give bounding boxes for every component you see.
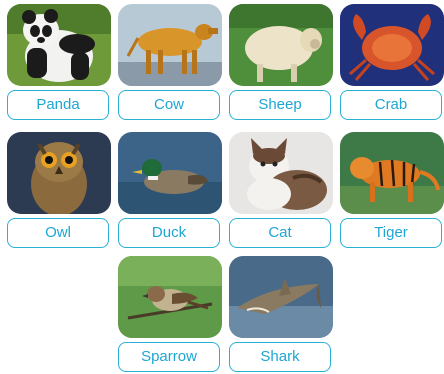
animal-label-sheep[interactable]: Sheep bbox=[229, 90, 331, 120]
animal-card-panda[interactable] bbox=[7, 4, 111, 120]
cow-photo[interactable] bbox=[118, 4, 222, 86]
animal-label-panda[interactable]: Panda bbox=[7, 90, 109, 120]
shark-photo[interactable] bbox=[229, 256, 333, 338]
animal-card-cat[interactable] bbox=[229, 132, 333, 248]
duck-photo[interactable] bbox=[118, 132, 222, 214]
sheep-photo[interactable] bbox=[229, 4, 333, 86]
animal-label-sparrow[interactable]: Sparrow bbox=[118, 342, 220, 372]
animal-card-sparrow[interactable] bbox=[118, 256, 222, 372]
animal-label-shark[interactable]: Shark bbox=[229, 342, 331, 372]
animal-card-sheep[interactable] bbox=[229, 4, 333, 120]
cat-photo[interactable] bbox=[229, 132, 333, 214]
tiger-photo[interactable] bbox=[340, 132, 444, 214]
panda-photo[interactable] bbox=[7, 4, 111, 86]
animal-label-cow[interactable]: Cow bbox=[118, 90, 220, 120]
animal-card-cow[interactable] bbox=[118, 4, 222, 120]
animal-label-crab[interactable]: Crab bbox=[340, 90, 442, 120]
animal-card-duck[interactable] bbox=[118, 132, 222, 248]
sparrow-photo[interactable] bbox=[118, 256, 222, 338]
crab-photo[interactable] bbox=[340, 4, 444, 86]
animal-card-owl[interactable] bbox=[7, 132, 111, 248]
animal-card-shark[interactable] bbox=[229, 256, 333, 372]
animal-label-owl[interactable]: Owl bbox=[7, 218, 109, 248]
animal-label-tiger[interactable]: Tiger bbox=[340, 218, 442, 248]
animal-label-duck[interactable]: Duck bbox=[118, 218, 220, 248]
animal-card-tiger[interactable] bbox=[340, 132, 444, 248]
owl-photo[interactable] bbox=[7, 132, 111, 214]
animal-card-crab[interactable] bbox=[340, 4, 444, 120]
animal-label-cat[interactable]: Cat bbox=[229, 218, 331, 248]
